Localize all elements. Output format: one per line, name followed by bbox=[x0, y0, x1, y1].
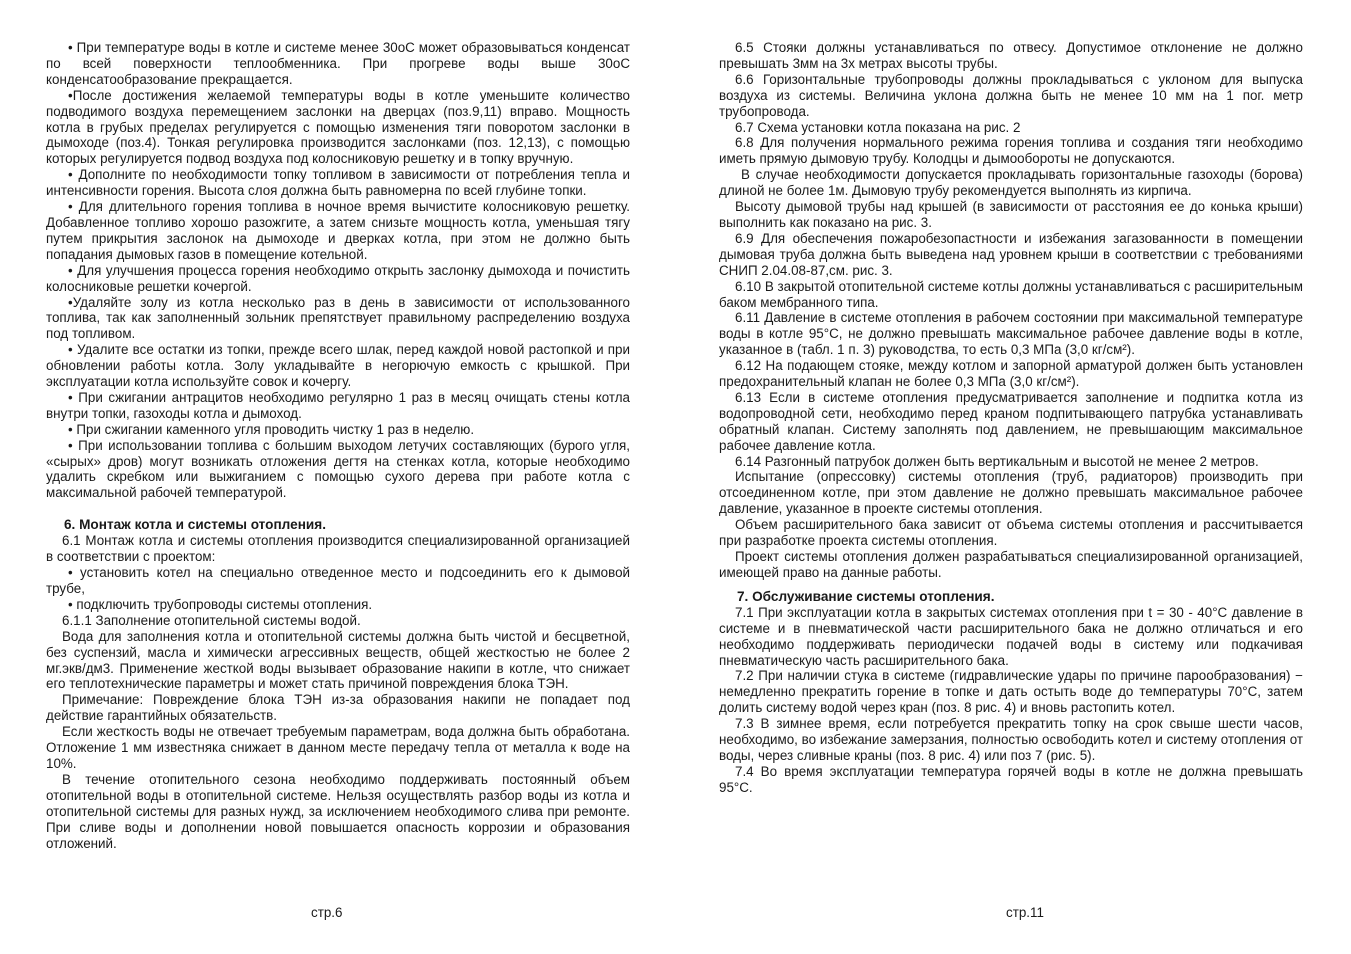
paragraph: 6.12 На подающем стояке, между котлом и запорной арматурой должен быть установлен предохранительный клапан не более 0,3 МПа (3,0 кг/см²). bbox=[719, 358, 1303, 390]
paragraph: 6.1.1 Заполнение отопительной системы водой. bbox=[62, 612, 361, 628]
paragraph: 7.2 При наличии стука в системе (гидравлические удары по причине парообразования) − немедленно прекратить горение в топке и дать остыть воде до температуры 70°С, затем долить систему водой через кран (поз. 8 рис. 4) и вновь растопить котел. bbox=[719, 668, 1303, 716]
paragraph: 6.5 Стояки должны устанавливаться по отвесу. Допустимое отклонение не должно превышать 3мм на 3х метрах высоты трубы. bbox=[719, 40, 1303, 71]
paragraph: Если жесткость воды не отвечает требуемым параметрам, вода должна быть обработана. Отложение 1 мм известняка снижает в данном месте передачу тепла от металла к воде на 10%. bbox=[46, 724, 630, 771]
paragraph: 6.14 Разгонный патрубок должен быть вертикальным и высотой не менее 2 метров. bbox=[735, 453, 1259, 469]
paragraph: 6.13 Если в системе отопления предусматривается заполнение и подпитка котла из водопроводной сети, необходимо перед краном подпитывающего патрубка устанавливать обратный клапан. Систему заполнять под давлением, не превышающим максимальное рабочее давление котла. bbox=[719, 389, 1303, 453]
left-page bbox=[46, 40, 630, 851]
paragraph: • Для улучшения процесса горения необходимо открыть заслонку дымохода и почистить колосниковые решетки кочергой. bbox=[46, 262, 630, 294]
paragraph: Примечание: Повреждение блока ТЭН из-за образования накипи не попадает под действие гарантийных обязательств. bbox=[46, 692, 630, 724]
page-number-right: стр.11 bbox=[1006, 905, 1044, 920]
paragraph: В случае необходимости допускается прокладывать горизонтальные газоходы (борова) длиной не более 1м. Дымовую трубу рекомендуется выполнять из кирпича. bbox=[719, 167, 1303, 199]
paragraph: Вода для заполнения котла и отопительной системы должна быть чистой и бесцветной, без суспензий, масла и химически агрессивных веществ, общей жесткостью не более 2 мг.экв/дм3. Применение жесткой воды вызывает образование накипи в котле, что снижает его теплотехнические параметры и может стать причиной повреждения блока ТЭН. bbox=[46, 628, 630, 692]
paragraph: 6.10 В закрытой отопительной системе котлы должны устанавливаться с расширительным баком мембранного типа. bbox=[719, 278, 1303, 310]
paragraph: • При сжигании антрацитов необходимо регулярно 1 раз в месяц очищать стены котла внутри топки, газоходы котла и дымоход. bbox=[46, 389, 630, 421]
paragraph: • Удалите все остатки из топки, прежде всего шлак, перед каждой новой растопкой и при обновлении работы котла. Золу укладывайте в негорючую емкость с крышкой. При эксплуатации котла используйте совок и кочергу. bbox=[46, 342, 630, 390]
paragraph: • При сжигании каменного угля проводить чистку 1 раз в неделю. bbox=[68, 421, 475, 437]
paragraph: 6.11 Давление в системе отопления в рабочем состоянии при максимальной температуре воды в котле 95°С, не должно превышать максимальное рабочее давление воды в котле, указанное в (табл. 1 п. 3) руководства, то есть 0,3 МПа (3,0 кг/см²). bbox=[719, 310, 1303, 358]
paragraph: • При использовании топлива с большим выходом летучих составляющих (бурого угля, «сырых» дров) могут возникать отложения дегтя на стенках котла, которые необходимо удалить скребком или выжиганием с помощью сухого дерева при работе котла с максимальной рабочей температурой. bbox=[46, 437, 630, 501]
section-heading-7: 7. Обслуживание системы отопления. bbox=[737, 588, 995, 604]
paragraph: • При температуре воды в котле и системе менее 30оС может образовываться конденсат по всей поверхности теплообменника. При прогреве воды выше 30оС конденсатообразование прекращается. bbox=[46, 40, 630, 87]
paragraph: • Дополните по необходимости топку топливом в зависимости от потребления тепла и интенсивности горения. Высота слоя должна быть равномерна по всей глубине топки. bbox=[46, 167, 630, 199]
paragraph: 7.1 При эксплуатации котла в закрытых системах отопления при t = 30 - 40°С давление в системе и в пневматической части расширительного бака не должно отличаться и его необходимо поддерживать периодически подачей воды в систему или подкачивая пневматическую часть расширительного бака. bbox=[719, 604, 1303, 668]
paragraph: 6.9 Для обеспечения пожаробезопастности и избежания загазованности в помещении дымовая труба должна быть выведена над уровнем крыши в соответствии с требованиями СНИП 2.04.08-87,см. рис. 3. bbox=[719, 230, 1303, 278]
right-page bbox=[719, 40, 1303, 796]
paragraph: Объем расширительного бака зависит от объема системы отопления и рассчитывается при разработке проекта системы отопления. bbox=[719, 517, 1303, 549]
paragraph: • Для длительного горения топлива в ночное время вычистите колосниковую решетку. Добавленное топливо хорошо разожгите, а затем снизьте мощность котла, уменьшая тягу путем прикрытия заслонок на дымоходе и дверках котла, при этом не должно быть попадания дымовых газов в помещение котельной. bbox=[46, 199, 630, 262]
paragraph: Проект системы отопления должен разрабатываться специализированной организацией, имеющей право на данные работы. bbox=[719, 549, 1303, 580]
paragraph: 7.4 Во время эксплуатации температура горячей воды в котле не должна превышать 95°С. bbox=[719, 763, 1303, 795]
paragraph: 6.8 Для получения нормального режима горения топлива и создания тяги необходимо иметь прямую дымовую трубу. Колодцы и дымообороты не допускаются. bbox=[719, 135, 1303, 167]
paragraph: • установить котел на специально отведенное место и подсоединить его к дымовой трубе, bbox=[46, 565, 630, 596]
paragraph: • подключить трубопроводы системы отопления. bbox=[68, 596, 373, 612]
paragraph: Испытание (опрессовку) системы отопления (труб, радиаторов) производить при отсоединенном котле, при этом давление не должно превышать максимальное рабочее давление, указанное в проекте системы отопления. bbox=[719, 469, 1303, 517]
paragraph: •После достижения желаемой температуры воды в котле уменьшите количество подводимого воздуха перемещением заслонки на дверцах (поз.9,11) вправо. Мощность котла в грубых пределах регулируется с помощью изменения тяги поворотом заслонки в дымоходе (поз.4). Тонкая регулировка производится заслонками (поз. 12,13), с помощью которых регулируется подвод воздуха под колосниковую решетку и в топку вручную. bbox=[46, 87, 630, 167]
paragraph: 7.3 В зимнее время, если потребуется прекратить топку на срок свыше шести часов, необходимо, во избежание замерзания, полностью освободить котел и систему отопления от воды, через сливные краны (поз. 8 рис. 4) или поз 7 (рис. 5). bbox=[719, 716, 1303, 763]
page-number-left: стр.6 bbox=[311, 905, 343, 920]
paragraph: 6.7 Схема установки котла показана на рис. 2 bbox=[735, 119, 1021, 135]
section-heading-6: 6. Монтаж котла и системы отопления. bbox=[64, 517, 326, 533]
paragraph: Высоту дымовой трубы над крышей (в зависимости от расстояния ее до конька крыши) выполнить как показано на рис. 3. bbox=[719, 199, 1303, 230]
paragraph: 6.6 Горизонтальные трубопроводы должны прокладываться с уклоном для выпуска воздуха из системы. Величина уклона должна быть не менее 10 мм на 1 пог. метр трубопровода. bbox=[719, 71, 1303, 119]
paragraph: В течение отопительного сезона необходимо поддерживать постоянный объем отопительной воды в отопительной системе. Нельзя осуществлять разбор воды из котла и отопительной системы для разных нужд, за исключением необходимого слива при ремонте. При сливе воды и дополнении новой повышается опасность коррозии и образования отложений. bbox=[46, 771, 630, 851]
paragraph: •Удаляйте золу из котла несколько раз в день в зависимости от использованного топлива, так как заполненный зольник препятствует правильному распределению воздуха под топливом. bbox=[46, 294, 630, 342]
paragraph: 6.1 Монтаж котла и системы отопления производится специализированной организацией в соответствии с проектом: bbox=[46, 533, 630, 565]
